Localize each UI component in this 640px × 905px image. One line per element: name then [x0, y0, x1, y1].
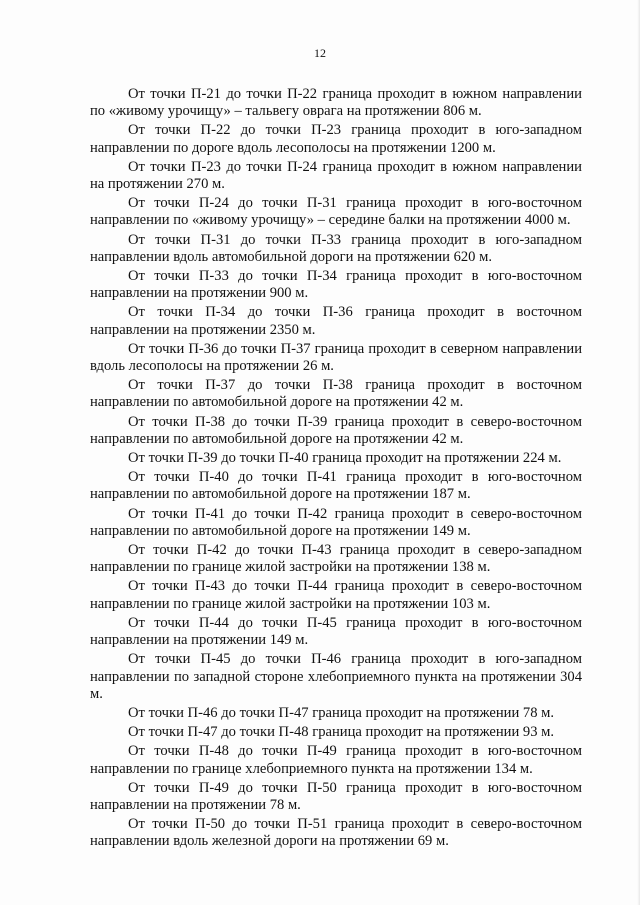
paragraph: От точки П-49 до точки П-50 граница проходит в юго-восточном направлении на протяжении 78 м.: [90, 779, 582, 813]
paragraph: От точки П-43 до точки П-44 граница проходит в северо-восточном направлении по границе жилой застройки на протяжении 103 м.: [90, 578, 582, 612]
document-body: [90, 86, 582, 853]
paragraph: От точки П-34 до точки П-36 граница проходит в восточном направлении на протяжении 2350 м.: [90, 304, 582, 338]
page-number: 12: [314, 46, 326, 60]
paragraph: От точки П-41 до точки П-42 граница проходит в северо-восточном направлении по автомобильной дороге на протяжении 149 м.: [90, 505, 582, 539]
paragraph: От точки П-24 до точки П-31 граница проходит в юго-восточном направлении по «живому урочищу» – середине балки на протяжении 4000 м.: [90, 195, 582, 229]
paragraph: От точки П-42 до точки П-43 граница проходит в северо-западном направлении по границе жилой застройки на протяжении 138 м.: [90, 542, 582, 576]
paragraph: От точки П-47 до точки П-48 граница проходит на протяжении 93 м.: [128, 724, 555, 741]
paragraph: От точки П-46 до точки П-47 граница проходит на протяжении 78 м.: [128, 704, 555, 721]
paragraph: От точки П-44 до точки П-45 граница проходит в юго-восточном направлении на протяжении 149 м.: [90, 614, 582, 649]
paragraph: От точки П-38 до точки П-39 граница проходит в северо-восточном направлении по автомобильной дороге на протяжении 42 м.: [90, 413, 582, 447]
paragraph: От точки П-48 до точки П-49 граница проходит в юго-восточном направлении по границе хлебоприемного пункта на протяжении 134 м.: [90, 743, 582, 777]
paragraph: От точки П-45 до точки П-46 граница проходит в юго-западном направлении по западной стороне хлебоприемного пункта на протяжении 304 м.: [90, 651, 582, 702]
paragraph: От точки П-36 до точки П-37 граница проходит в северном направлении вдоль лесополосы на протяжении 26 м.: [90, 340, 582, 375]
paragraph: От точки П-22 до точки П-23 граница проходит в юго-западном направлении по дороге вдоль лесополосы на протяжении 1200 м.: [90, 122, 582, 156]
paragraph: От точки П-31 до точки П-33 граница проходит в юго-западном направлении вдоль автомобильной дороги на протяжении 620 м.: [90, 231, 582, 265]
paragraph: От точки П-40 до точки П-41 граница проходит в юго-восточном направлении по автомобильной дороге на протяжении 187 м.: [90, 469, 582, 503]
paragraph: От точки П-39 до точки П-40 граница проходит на протяжении 224 м.: [128, 450, 562, 467]
paragraph: От точки П-50 до точки П-51 граница проходит в северо-восточном направлении вдоль железной дороги на протяжении 69 м.: [90, 816, 582, 850]
paragraph: От точки П-21 до точки П-22 граница проходит в южном направлении по «живому урочищу» – тальвегу оврага на протяжении 806 м.: [90, 86, 582, 120]
paragraph: От точки П-23 до точки П-24 граница проходит в южном направлении на протяжении 270 м.: [90, 158, 582, 193]
paragraph: От точки П-37 до точки П-38 граница проходит в восточном направлении по автомобильной дороге на протяжении 42 м.: [90, 377, 582, 411]
paragraph: От точки П-33 до точки П-34 граница проходит в юго-восточном направлении на протяжении 900 м.: [90, 268, 582, 302]
